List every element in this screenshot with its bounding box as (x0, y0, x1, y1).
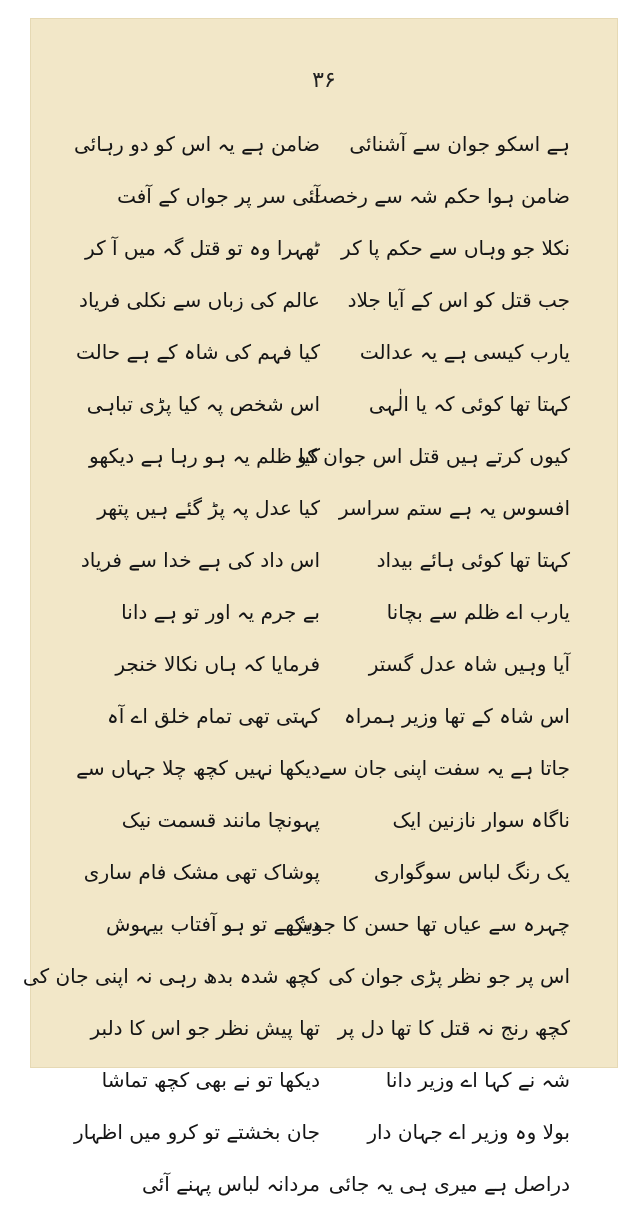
left-verse: پوشاک تھی مشک فام ساری (83, 860, 320, 884)
right-verse: کیوں کرتے ہیں قتل اس جوان کو (296, 444, 570, 468)
right-verse: چہرہ سے عیاں تھا حسن کا جوش (288, 912, 570, 936)
page-number: ۳۶ (312, 68, 336, 93)
left-verse: تھا پیش نظر جو اس کا دلبر (90, 1016, 320, 1040)
left-verse: دیکھا نہیں کچھ چلا جہاں سے (76, 756, 320, 780)
left-verse: بے جرم یہ اور تو ہے دانا (121, 600, 320, 624)
right-verse: یارب کیسی ہے یہ عدالت (359, 340, 570, 364)
right-verse: اس شاہ کے تھا وزیر ہمراہ (344, 704, 570, 728)
left-verse: فرمایا کہ ہاں نکالا خنجر (115, 652, 320, 676)
left-verse: ضامن ہے یہ اس کو دو رہائی (74, 132, 320, 156)
right-verse: آیا وہیں شاہ عدل گستر (368, 652, 570, 676)
right-verse: دراصل ہے میری ہی یہ جائی (328, 1172, 570, 1196)
left-verse: دیکھے تو ہو آفتاب بیہوش (106, 912, 320, 936)
left-verse: کہتی تھی تمام خلق اے آہ (106, 704, 320, 728)
left-verse: کیا ظلم یہ ہو رہا ہے دیکھو (89, 444, 320, 468)
left-verse: مردانہ لباس پہنے آئی (141, 1172, 320, 1196)
left-column (22, 118, 320, 1210)
right-verse: نکلا جو وہاں سے حکم پا کر (341, 236, 570, 260)
right-verse: کہتا تھا کوئی ہائے بیداد (376, 548, 570, 572)
right-verse: کچھ رنج نہ قتل کا تھا دل پر (337, 1016, 570, 1040)
right-verse: یارب اے ظلم سے بچانا (386, 600, 570, 624)
left-verse: کچھ شدہ بدھ رہی نہ اپنی جان کی (22, 964, 320, 988)
right-verse: یک رنگ لباس سوگواری (373, 860, 570, 884)
left-verse: دیکھا تو نے بھی کچھ تماشا (101, 1068, 320, 1092)
right-verse: شہ نے کہا اے وزیر دانا (385, 1068, 570, 1092)
left-verse: ٹھہرا وہ تو قتل گہ میں آ کر (85, 236, 320, 260)
right-verse: افسوس یہ ہے ستم سراسر (338, 496, 570, 520)
left-verse: اس داد کی ہے خدا سے فریاد (80, 548, 320, 572)
left-verse: کیا فہم کی شاہ کے ہے حالت (75, 340, 320, 364)
book-page (22, 18, 618, 1196)
left-verse: کیا عدل پہ پڑ گئے ہیں پتھر (97, 496, 320, 520)
left-verse: پہونچا مانند قسمت نیک (121, 808, 320, 832)
right-verse: ناگاہ سوار نازنین ایک (392, 808, 570, 832)
right-verse: ہے اسکو جوان سے آشنائی (349, 132, 570, 156)
left-verse: اس شخص پہ کیا پڑی تباہی (86, 392, 320, 416)
right-verse: کہتا تھا کوئی کہ یا الٰہی (368, 392, 570, 416)
right-column (288, 118, 570, 1210)
left-verse: آئی سر پر جواں کے آفت (117, 184, 320, 208)
left-verse: عالم کی زباں سے نکلی فریاد (79, 288, 320, 312)
right-verse: جب قتل کو اس کے آیا جلاد (347, 288, 570, 312)
right-verse: اس پر جو نظر پڑی جوان کی (328, 964, 570, 988)
right-verse: ضامن ہوا حکم شہ سے رخصت (308, 184, 570, 208)
left-verse: جان بخشتے تو کرو میں اظہار (73, 1120, 320, 1144)
right-verse: جاتا ہے یہ سفت اپنی جان سے (319, 756, 570, 780)
right-verse: بولا وہ وزیر اے جہان دار (367, 1120, 570, 1144)
